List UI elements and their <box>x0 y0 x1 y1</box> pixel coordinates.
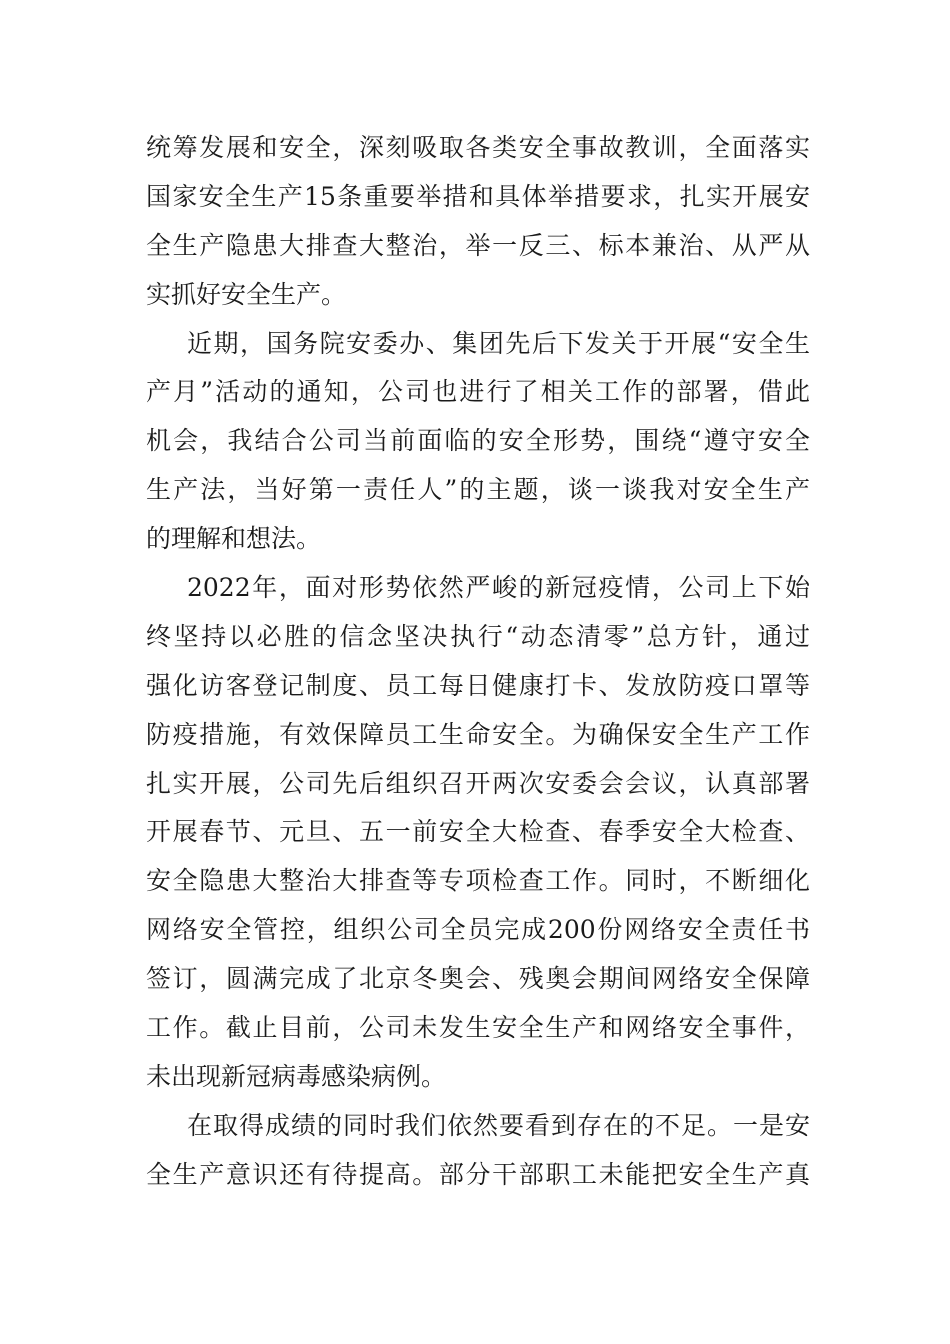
text-line: 生产法，当好第一责任人”的主题，谈一谈我对安全生产 <box>146 475 810 505</box>
text-line: 扎实开展，公司先后组织召开两次安委会会议，认真部署 <box>146 768 810 798</box>
text-line: 产月”活动的通知，公司也进行了相关工作的部署，借此 <box>146 377 810 407</box>
text-line: 统筹发展和安全，深刻吸取各类安全事故教训，全面落实 <box>146 133 810 162</box>
text-line: 2022年，面对形势依然严峻的新冠疫情，公司上下始 <box>187 573 810 603</box>
text-line: 实抓好安全生产。 <box>146 279 347 309</box>
document-body <box>146 124 810 1200</box>
text-line: 强化访客登记制度、员工每日健康打卡、发放防疫口罩等 <box>146 670 810 700</box>
text-line: 近期，国务院安委办、集团先后下发关于开展“安全生 <box>187 328 810 358</box>
paragraph-2 <box>146 320 810 564</box>
text-line: 签订，圆满完成了北京冬奥会、残奥会期间网络安全保障 <box>146 964 810 994</box>
text-line: 国家安全生产15条重要举措和具体举措要求，扎实开展安 <box>146 181 810 211</box>
paragraph-4 <box>146 1102 810 1200</box>
paragraph-3 <box>146 564 810 1102</box>
text-line: 全生产隐患大排查大整治，举一反三、标本兼治、从严从 <box>146 230 810 260</box>
text-line: 安全隐患大整治大排查等专项检查工作。同时，不断细化 <box>146 866 810 896</box>
text-line: 网络安全管控，组织公司全员完成200份网络安全责任书 <box>146 915 810 945</box>
text-line: 防疫措施，有效保障员工生命安全。为确保安全生产工作 <box>146 719 810 749</box>
paragraph-1 <box>146 124 810 320</box>
text-line: 的理解和想法。 <box>146 524 322 554</box>
text-line: 终坚持以必胜的信念坚决执行“动态清零”总方针，通过 <box>146 621 810 651</box>
text-line: 机会，我结合公司当前面临的安全形势，围绕“遵守安全 <box>146 426 810 456</box>
text-line: 全生产意识还有待提高。部分干部职工未能把安全生产真 <box>146 1159 810 1189</box>
text-line: 未出现新冠病毒感染病例。 <box>146 1061 447 1091</box>
text-line: 工作。截止目前，公司未发生安全生产和网络安全事件， <box>146 1013 810 1043</box>
text-line: 开展春节、元旦、五一前安全大检查、春季安全大检查、 <box>146 817 810 847</box>
text-line: 在取得成绩的同时我们依然要看到存在的不足。一是安 <box>187 1110 810 1140</box>
